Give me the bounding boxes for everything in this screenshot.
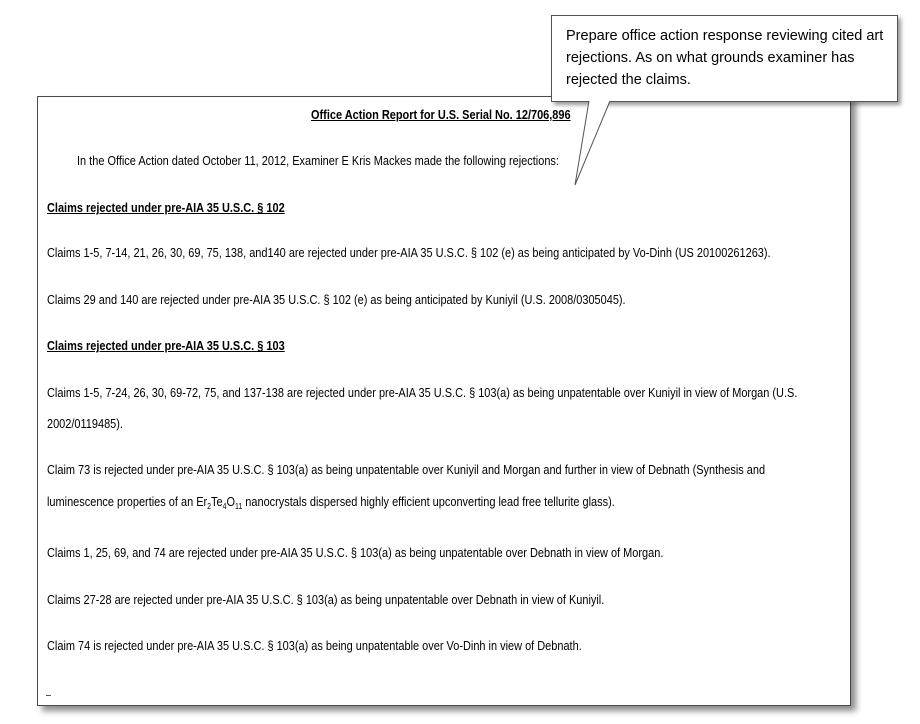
rejection-paragraph-3-line-1: Claims 1-5, 7-24, 26, 30, 69-72, 75, and 137-138 are rejected under pre-AIA 35 U.S.C. § 103(a) as being unpatentable over Kuniyil in view of Morgan (U.S.	[47, 386, 798, 400]
rejection-paragraph-4-line-1: Claim 73 is rejected under pre-AIA 35 U.S.C. § 103(a) as being unpatentable over Kuniyil and Morgan and further in view of Debnath (Synthesis and	[47, 463, 766, 477]
rejection-paragraph-1: Claims 1-5, 7-14, 21, 26, 30, 69, 75, 138, and140 are rejected under pre-AIA 35 U.S.C. § 102 (e) as being anticipated by Vo-Dinh (US 20100261263).	[47, 246, 771, 260]
heading-section-103: Claims rejected under pre-AIA 35 U.S.C. § 103	[47, 339, 285, 353]
rejection-paragraph-6: Claims 27-28 are rejected under pre-AIA 35 U.S.C. § 103(a) as being unpatentable over Debnath in view of Kuniyil.	[47, 593, 605, 607]
rejection-paragraph-2: Claims 29 and 140 are rejected under pre-AIA 35 U.S.C. § 102 (e) as being anticipated by Kuniyil (U.S. 2008/0305045).	[47, 293, 626, 307]
heading-section-102: Claims rejected under pre-AIA 35 U.S.C. § 102	[47, 201, 285, 215]
report-title: Office Action Report for U.S. Serial No. 12/706,896	[311, 108, 571, 122]
callout-text: Prepare office action response reviewing cited art rejections. As on what grounds examiner has rejected the claims.	[566, 28, 884, 88]
rejection-paragraph-4-line-2: luminescence properties of an $Er_2Te_4O_{11}$ nanocrystals dispersed highly efficient upconverting lead free tellurite glass).	[47, 495, 615, 511]
rejection-paragraph-5: Claims 1, 25, 69, and 74 are rejected under pre-AIA 35 U.S.C. § 103(a) as being unpatentable over Debnath in view of Morgan.	[47, 546, 664, 560]
intro-text: In the Office Action dated October 11, 2012, Examiner E Kris Mackes made the following rejections:	[77, 154, 559, 168]
rejection-paragraph-7: Claim 74 is rejected under pre-AIA 35 U.S.C. § 103(a) as being unpatentable over Vo-Dinh in view of Debnath.	[47, 639, 582, 653]
rejection-paragraph-3-line-2: 2002/0119485).	[47, 417, 123, 431]
